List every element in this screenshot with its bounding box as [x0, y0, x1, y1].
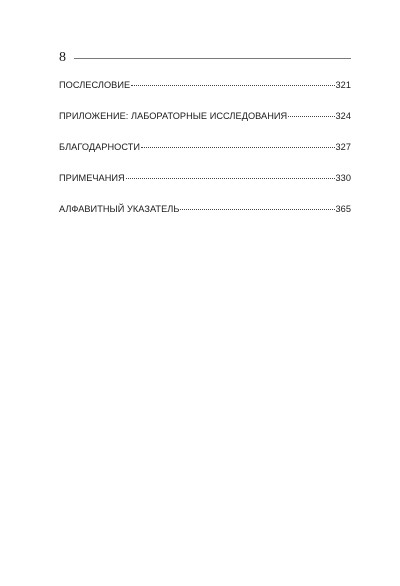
- toc-dot-leader: [141, 147, 334, 148]
- table-of-contents: [59, 80, 351, 235]
- toc-entry-page: 365: [335, 204, 351, 214]
- toc-entry-title: ПОСЛЕСЛОВИЕ: [59, 80, 131, 90]
- header-rule: [74, 58, 351, 59]
- toc-dot-leader: [288, 116, 334, 117]
- toc-entry-acknowledgments[interactable]: [59, 142, 351, 156]
- toc-entry-notes[interactable]: [59, 173, 351, 187]
- toc-entry-index[interactable]: [59, 204, 351, 218]
- toc-dot-leader: [126, 178, 335, 179]
- toc-entry-title: ПРИЛОЖЕНИЕ: ЛАБОРАТОРНЫЕ ИССЛЕДОВАНИЯ: [59, 111, 288, 121]
- page-header: [59, 51, 351, 65]
- toc-entry-page: 330: [335, 173, 351, 183]
- toc-entry-title: ПРИМЕЧАНИЯ: [59, 173, 125, 183]
- toc-entry-title: БЛАГОДАРНОСТИ: [59, 142, 141, 152]
- toc-entry-page: 327: [335, 142, 351, 152]
- toc-entry-title: АЛФАВИТНЫЙ УКАЗАТЕЛЬ: [59, 204, 180, 214]
- toc-dot-leader: [131, 85, 334, 86]
- toc-entry-afterword[interactable]: [59, 80, 351, 94]
- toc-entry-page: 321: [335, 80, 351, 90]
- toc-entry-appendix[interactable]: [59, 111, 351, 125]
- toc-entry-page: 324: [335, 111, 351, 121]
- page-number: 8: [59, 50, 66, 65]
- toc-dot-leader: [180, 209, 334, 210]
